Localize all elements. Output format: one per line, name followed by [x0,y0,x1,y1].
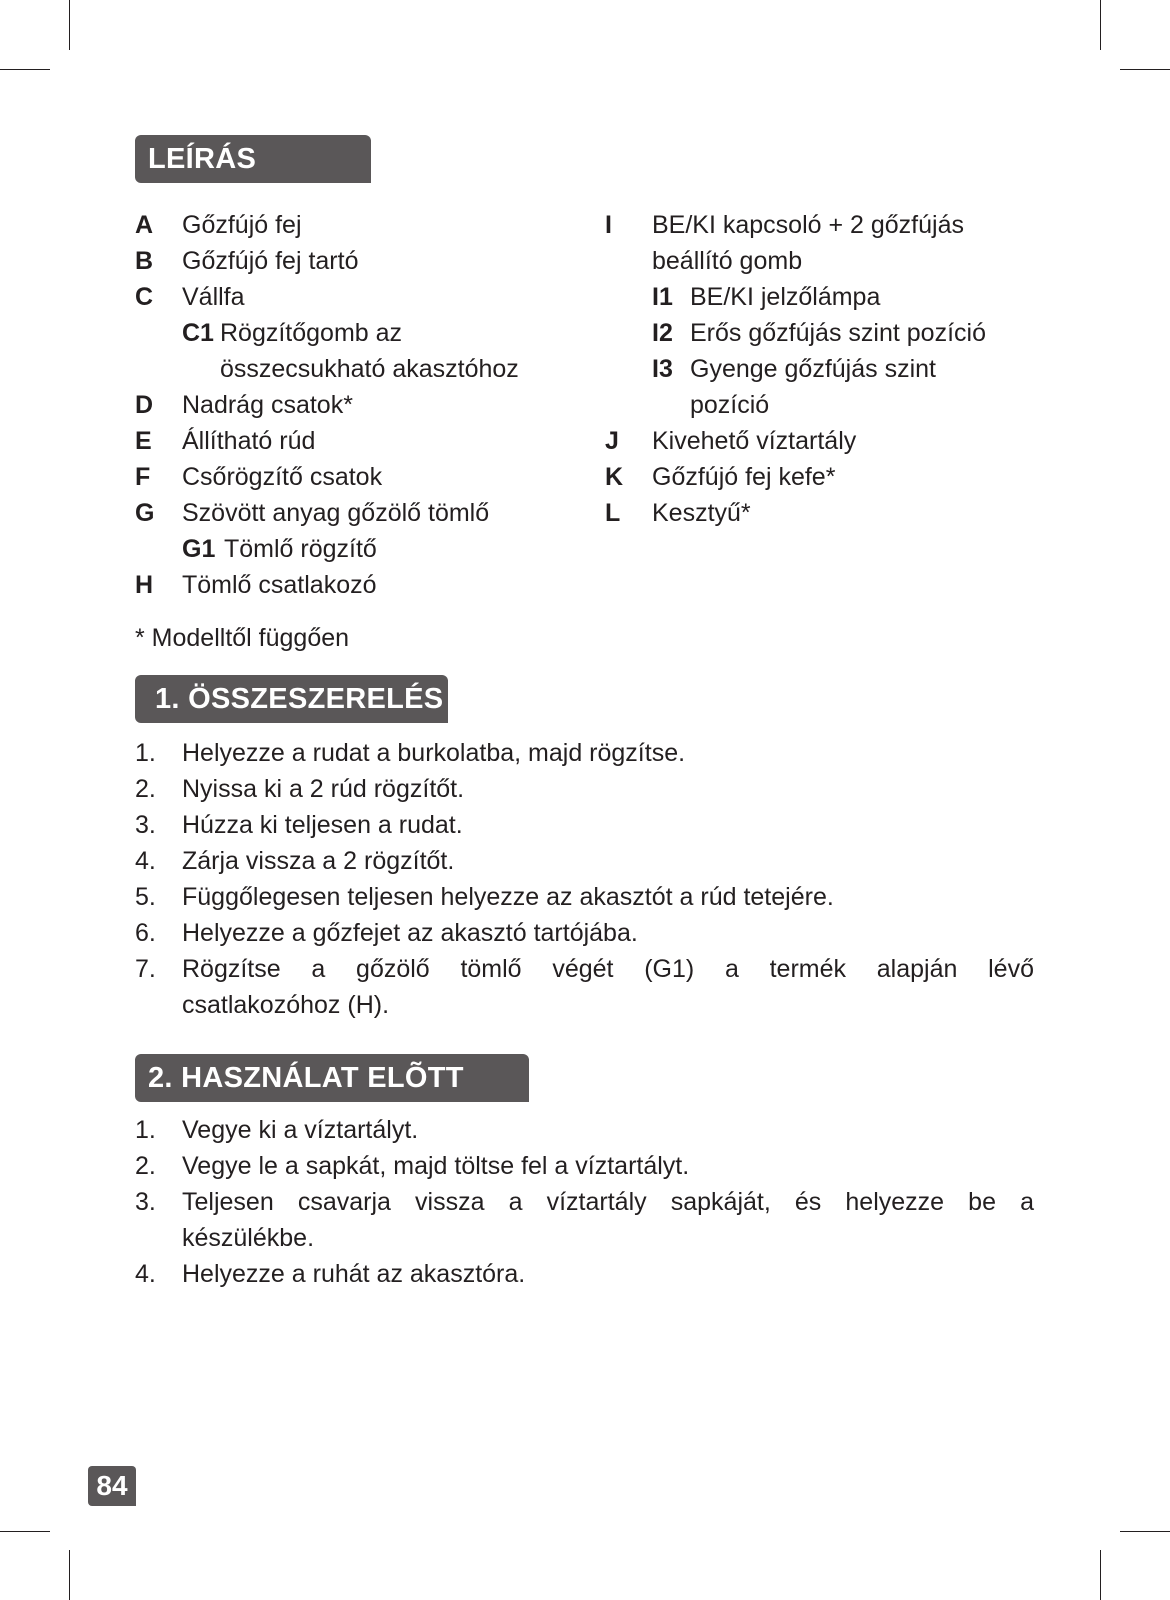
step-number: 2. [135,775,156,803]
sub-item-code: I3 [652,355,673,383]
item-letter: K [605,463,624,491]
sub-item-text: Tömlő rögzítő [224,535,377,563]
sub-item-text-cont: összecsukható akasztóhoz [220,355,519,383]
crop-mark-top-right-v [1100,0,1101,50]
step-number: 1. [135,1116,156,1144]
step-number: 2. [135,1152,156,1180]
item-letter: J [605,427,619,455]
step-number: 3. [135,1188,156,1216]
item-letter: E [135,427,152,455]
step-text: Zárja vissza a 2 rögzítőt. [182,847,455,875]
item-letter: F [135,463,151,491]
step-text: Helyezze a ruhát az akasztóra. [182,1260,526,1288]
item-letter: I [605,211,612,239]
item-letter: C [135,283,154,311]
step-number: 5. [135,883,156,911]
sub-item-text: Rögzítőgomb az [220,319,403,347]
sub-item-code: I1 [652,283,673,311]
step-number: 3. [135,811,156,839]
item-text: Gőzfújó fej tartó [182,247,359,275]
crop-mark-bottom-left-v [69,1550,70,1600]
before-use-heading: 2. HASZNÁLAT ELÕTT [135,1054,529,1102]
step-text: Húzza ki teljesen a rudat. [182,811,463,839]
crop-mark-bottom-left-h [0,1531,50,1532]
item-text: Gőzfújó fej kefe* [652,463,836,491]
step-number: 4. [135,847,156,875]
sub-item-code: I2 [652,319,673,347]
sub-item-code: G1 [182,535,216,563]
sub-item-text-cont: pozíció [690,391,770,419]
step-text: Vegye le a sapkát, majd töltse fel a víztartályt. [182,1152,690,1180]
item-letter: B [135,247,154,275]
item-letter: A [135,211,154,239]
sub-item-text: BE/KI jelzőlámpa [690,283,881,311]
step-text: Függőlegesen teljesen helyezze az akasztót a rúd tetejére. [182,883,834,911]
item-letter: G [135,499,155,527]
item-text: Szövött anyag gőzölő tömlő [182,499,490,527]
item-text: Csőrögzítő csatok [182,463,383,491]
item-text: Vállfa [182,283,245,311]
step-text: Nyissa ki a 2 rúd rögzítőt. [182,775,465,803]
item-text: Kesztyű* [652,499,751,527]
item-text: Tömlő csatlakozó [182,571,377,599]
item-letter: D [135,391,154,419]
item-text-cont: beállító gomb [652,247,803,275]
step-text-cont: készülékbe. [182,1224,315,1252]
step-number: 1. [135,739,156,767]
step-text: Helyezze a rudat a burkolatba, majd rögzítse. [182,739,686,767]
step-text: Helyezze a gőzfejet az akasztó tartójába. [182,919,638,947]
step-number: 4. [135,1260,156,1288]
crop-mark-bottom-right-v [1100,1550,1101,1600]
footnote: * Modelltől függően [135,624,350,652]
step-text: Teljesen csavarja vissza a víztartály sapkáját, és helyezze be a [182,1188,1034,1216]
step-number: 6. [135,919,156,947]
crop-mark-bottom-right-h [1120,1531,1170,1532]
sub-item-text: Erős gőzfújás szint pozíció [690,319,986,347]
step-number: 7. [135,955,156,983]
item-text: Nadrág csatok* [182,391,353,419]
item-text: Állítható rúd [182,427,316,455]
item-letter: L [605,499,621,527]
step-text: Vegye ki a víztartályt. [182,1116,419,1144]
assembly-heading: 1. ÖSSZESZERELÉS [135,675,448,723]
sub-item-code: C1 [182,319,214,347]
page-number: 84 [88,1466,136,1506]
item-text: BE/KI kapcsoló + 2 gőzfújás [652,211,964,239]
crop-mark-top-left-h [0,69,50,70]
step-text: Rögzítse a gőzölő tömlő végét (G1) a termék alapján lévő [182,955,1034,983]
item-text: Gőzfújó fej [182,211,302,239]
sub-item-text: Gyenge gőzfújás szint [690,355,936,383]
step-text-cont: csatlakozóhoz (H). [182,991,390,1019]
item-letter: H [135,571,154,599]
crop-mark-top-right-h [1120,69,1170,70]
item-text: Kivehető víztartály [652,427,857,455]
description-heading: LEÍRÁS [135,135,371,183]
crop-mark-top-left-v [69,0,70,50]
